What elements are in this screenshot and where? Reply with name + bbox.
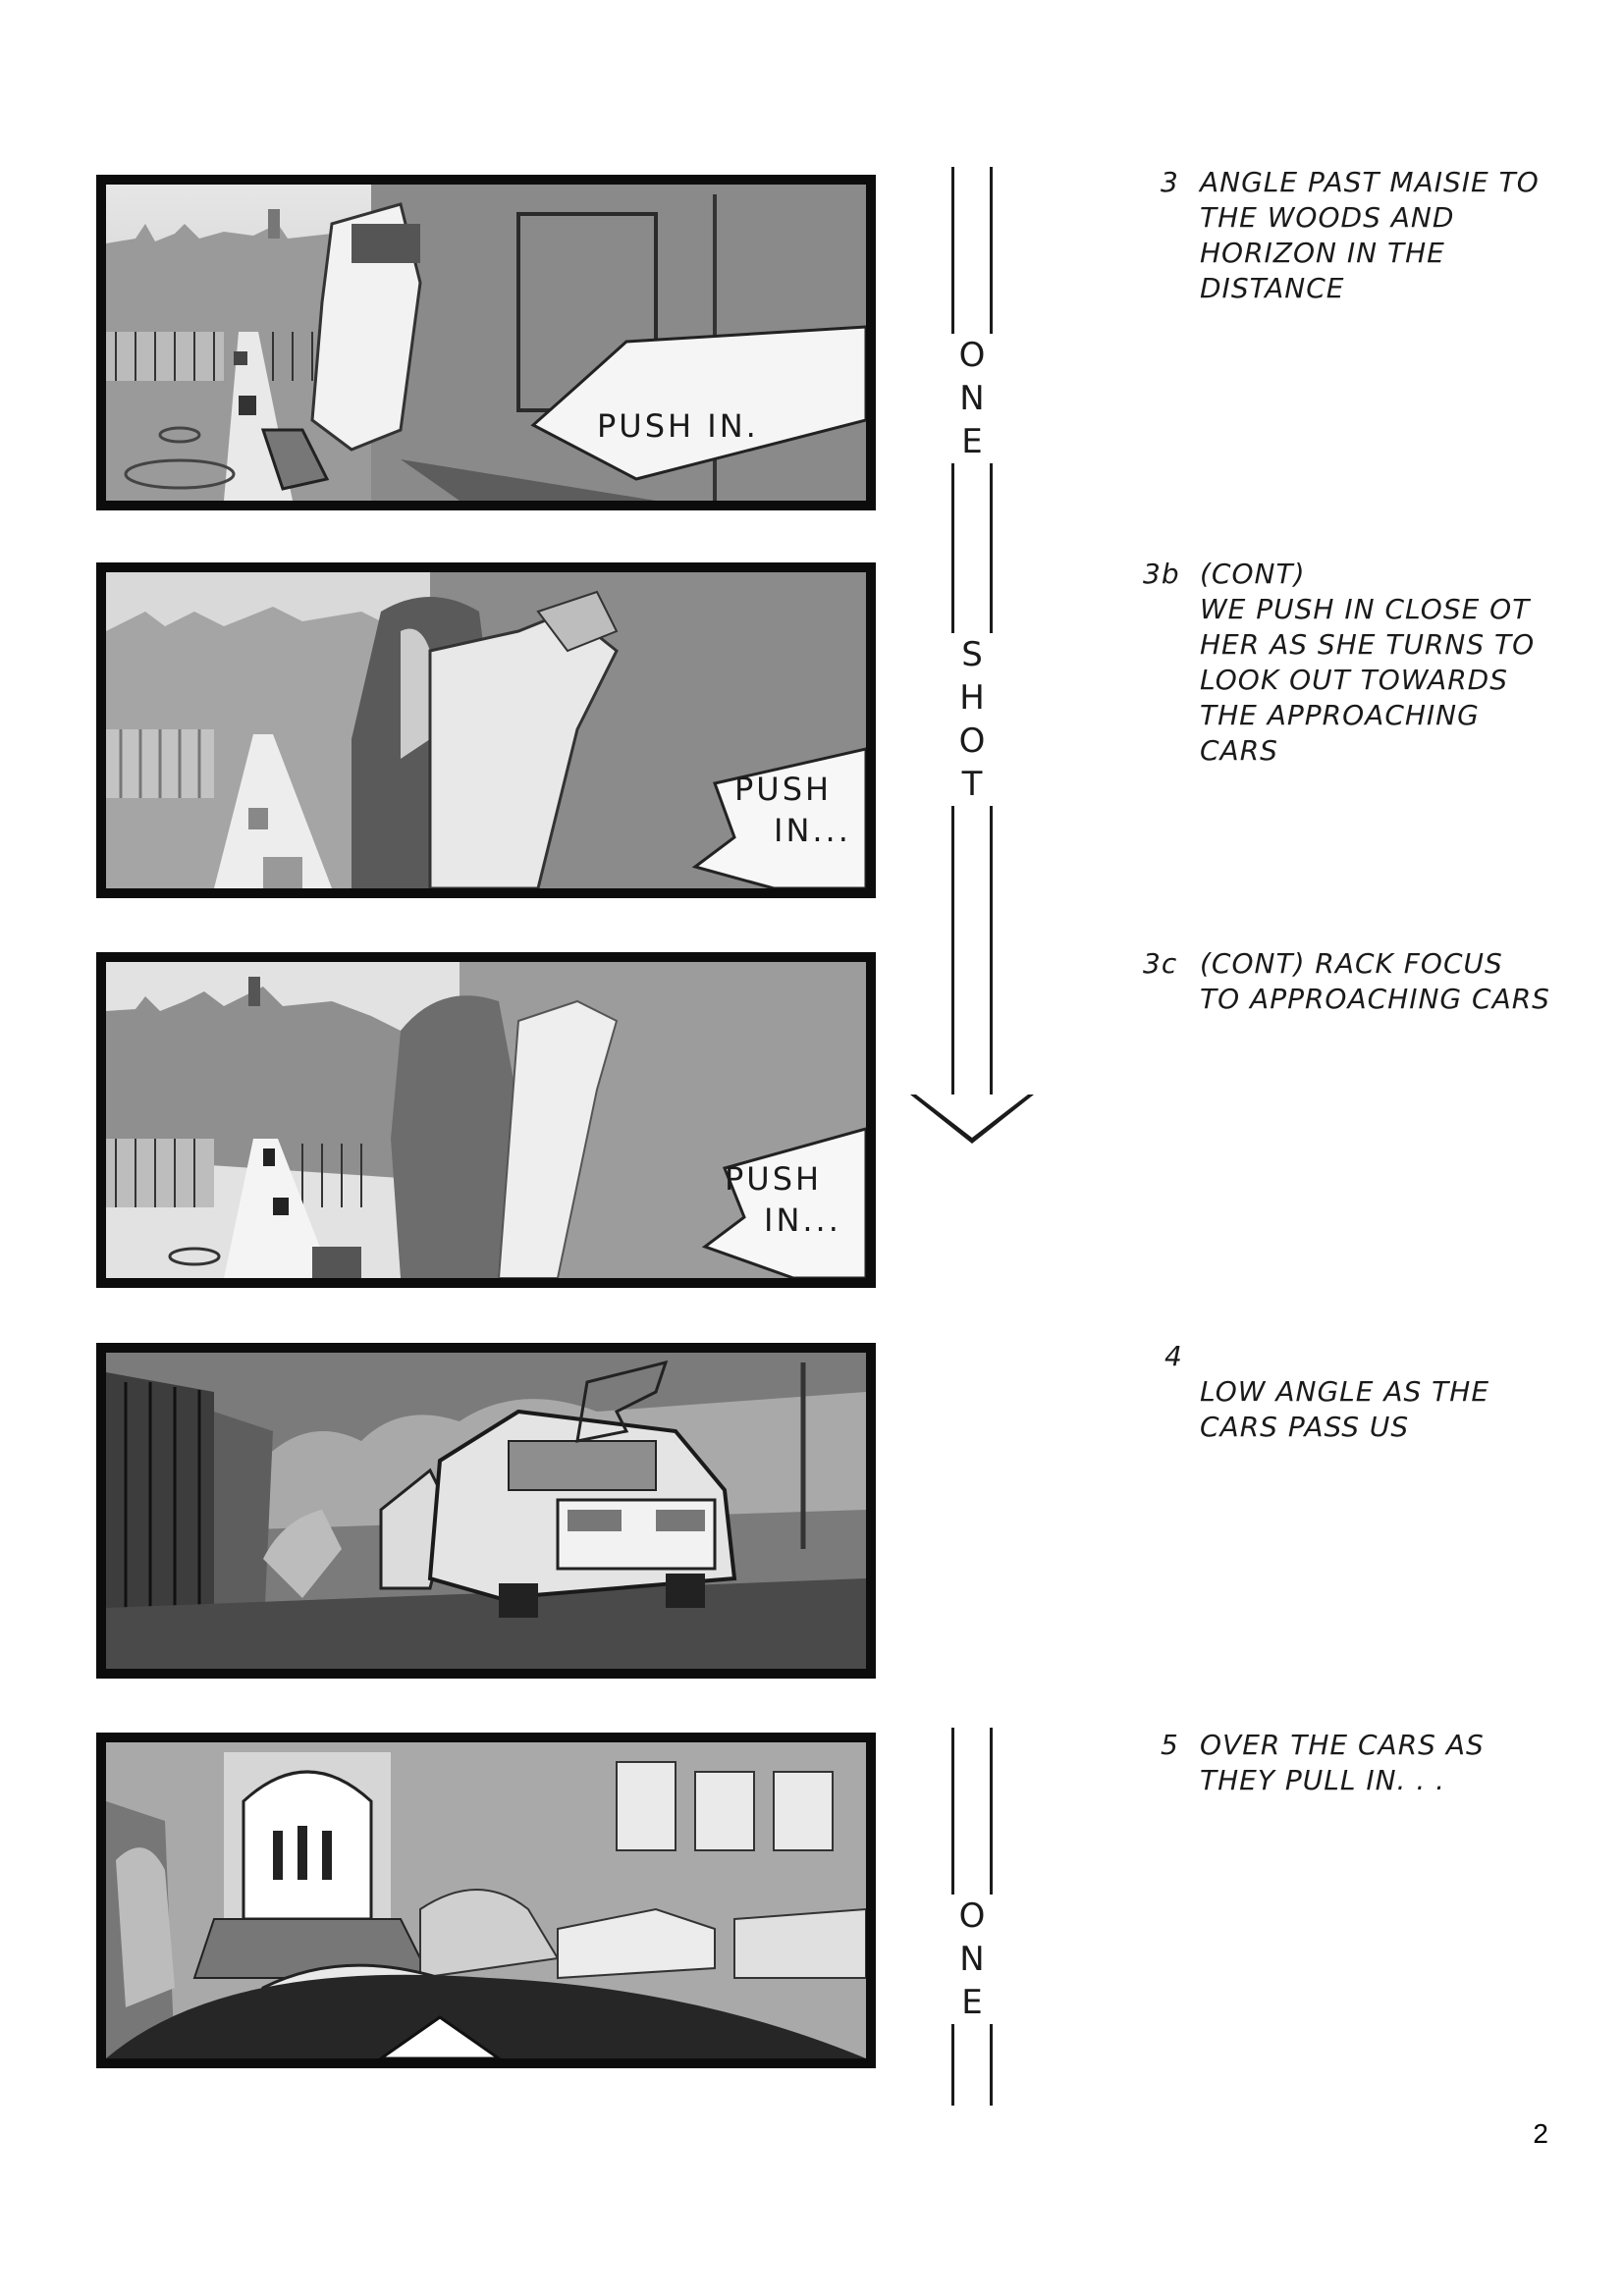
push-in-label bbox=[734, 769, 851, 851]
rail-letter: E bbox=[961, 422, 983, 461]
note-text bbox=[1200, 165, 1540, 306]
panel-5-sketch bbox=[106, 1742, 866, 2058]
note-line: (CONT) RACK FOCUS bbox=[1200, 947, 1503, 980]
note-line: CARS PASS US bbox=[1200, 1411, 1410, 1443]
rail-letter: O bbox=[958, 336, 986, 375]
note-line: TO APPROACHING CARS bbox=[1200, 983, 1550, 1015]
push-in-label-line-2: IN... bbox=[774, 812, 851, 849]
push-in-label bbox=[725, 1158, 841, 1241]
one-shot-rail bbox=[951, 167, 993, 1095]
note-text bbox=[1200, 557, 1535, 769]
note-line: HORIZON IN THE bbox=[1200, 237, 1445, 269]
panel-4-sketch bbox=[106, 1353, 866, 1669]
note-number: 5 bbox=[1161, 1729, 1179, 1761]
note-number: 3c bbox=[1143, 947, 1178, 980]
note-line bbox=[1200, 1339, 1489, 1374]
storyboard-panel-5 bbox=[96, 1733, 876, 2068]
panel-3-sketch bbox=[106, 185, 866, 501]
storyboard-panel-3b bbox=[96, 562, 876, 898]
note-line: LOOK OUT TOWARDS bbox=[1200, 664, 1508, 696]
push-in-label: PUSH IN. bbox=[597, 407, 759, 445]
one-shot-arrowhead-inner bbox=[916, 1095, 1028, 1138]
note-line: WE PUSH IN CLOSE OT bbox=[1200, 593, 1531, 625]
rail-letter: N bbox=[959, 379, 985, 418]
push-in-label-line-2: IN... bbox=[764, 1201, 841, 1239]
rail-word-one-2 bbox=[951, 1895, 993, 2024]
rail-word-shot bbox=[951, 633, 993, 806]
push-in-label-line-1: PUSH bbox=[725, 1160, 823, 1198]
storyboard-panel-3c bbox=[96, 952, 876, 1288]
rail-letter: S bbox=[961, 635, 983, 674]
push-in-label-line-1: PUSH bbox=[734, 771, 833, 808]
note-number: 3 bbox=[1161, 166, 1179, 198]
storyboard-panel-4 bbox=[96, 1343, 876, 1679]
note-line: ANGLE PAST MAISIE TO bbox=[1200, 166, 1540, 198]
rail-letter: O bbox=[958, 721, 986, 761]
page-number: 2 bbox=[1533, 2118, 1548, 2149]
note-number: 4 bbox=[1164, 1340, 1183, 1372]
note-text bbox=[1200, 1339, 1489, 1445]
note-line: LOW ANGLE AS THE bbox=[1200, 1375, 1490, 1408]
rail-letter: H bbox=[959, 678, 985, 718]
storyboard-panel-3 bbox=[96, 175, 876, 510]
rail-letter: N bbox=[959, 1940, 985, 1979]
note-text bbox=[1200, 946, 1550, 1017]
note-line: OVER THE CARS AS bbox=[1200, 1729, 1485, 1761]
note-line: CARS bbox=[1200, 734, 1278, 767]
note-line: DISTANCE bbox=[1200, 272, 1345, 304]
rail-letter: E bbox=[961, 1983, 983, 2022]
rail-word-one bbox=[951, 334, 993, 463]
one-shot-rail-mask bbox=[954, 1090, 990, 1097]
note-text bbox=[1200, 1728, 1485, 1798]
note-line: THE WOODS AND bbox=[1200, 201, 1455, 234]
rail-letter: T bbox=[961, 765, 983, 804]
note-line: (CONT) bbox=[1200, 558, 1306, 590]
note-line: THEY PULL IN. . . bbox=[1200, 1764, 1446, 1796]
note-number: 3b bbox=[1143, 558, 1180, 590]
rail-letter: O bbox=[958, 1896, 986, 1936]
note-line: THE APPROACHING bbox=[1200, 699, 1480, 731]
note-line: HER AS SHE TURNS TO bbox=[1200, 628, 1536, 661]
